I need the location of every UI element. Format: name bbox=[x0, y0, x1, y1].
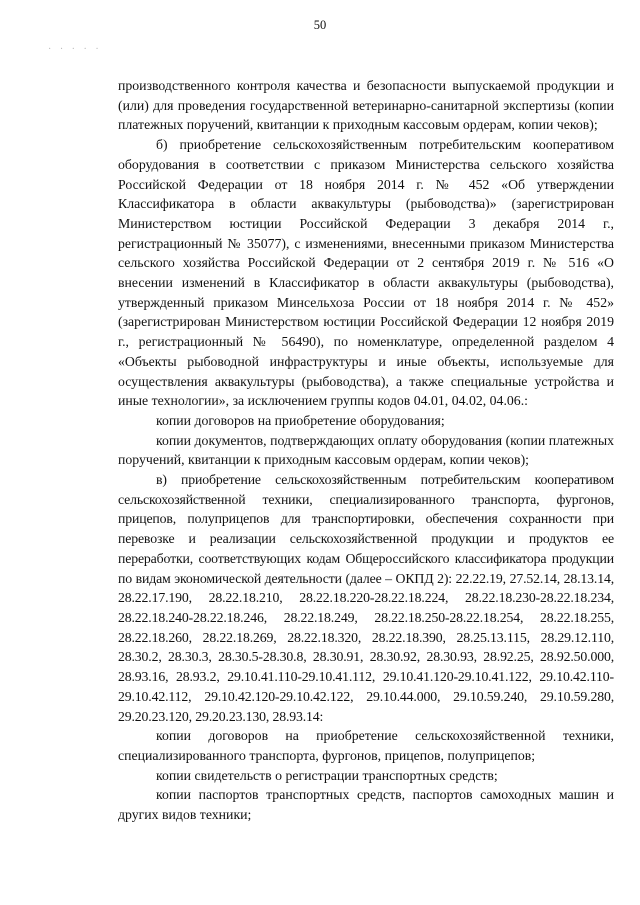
page-number: 50 bbox=[313, 18, 327, 32]
paragraph-equipment-payment: копии документов, подтверждающих оплату оборудования (копии платежных поручений, квитанции к приходным кассовым ордерам, копии чеков); bbox=[118, 432, 614, 468]
paragraph-item-v: в) приобретение сельскохозяйственным потребительским кооперативом сельскохозяйственной техники, специализированного транспорта, фургонов, прицепов, полуприцепов для транспортировки, обеспечения сохранности при перевозке и реализации сельскохозяйственной продукции и продуктов ее переработки, соответствующих кодам Общероссийского классификатора продукции по видам экономической деятельности (далее – ОКПД 2): 22.22.19, 27.52.14, 28.13.14, 28.22.17.190, 28.22.18.210, 28.22.18.220-28.22.18.224, 28.22.18.230-28.22.18.234, 28.22.18.240-28.22.18.246, 28.22.18.249, 28.22.18.250-28.22.18.254, 28.22.18.255, 28.22.18.260, 28.22.18.269, 28.22.18.320, 28.22.18.390, 28.25.13.115, 28.29.12.110, 28.30.2, 28.30.3, 28.30.5-28.30.8, 28.30.91, 28.30.92, 28.30.93, 28.92.25, 28.92.50.000, 28.93.16, 28.93.2, 29.10.41.110-29.10.41.112, 29.10.41.120-29.10.41.122, 29.10.42.110-29.10.42.112, 29.10.42.120-29.10.42.122, 29.10.44.000, 29.10.59.240, 29.10.59.280, 29.20.23.120, 29.20.23.130, 28.93.14: bbox=[118, 472, 614, 724]
scan-artifact: · · · · · bbox=[48, 44, 102, 55]
paragraph-machinery-contracts: копии договоров на приобретение сельскохозяйственной техники, специализированного транспорта, фургонов, прицепов, полуприцепов; bbox=[118, 728, 614, 763]
paragraph-vehicle-passports: копии паспортов транспортных средств, паспортов самоходных машин и других видов техники; bbox=[118, 787, 614, 823]
document-body bbox=[118, 76, 614, 825]
paragraph-registration-certificates: копии свидетельств о регистрации транспортных средств; bbox=[156, 767, 498, 783]
paragraph-continuation: производственного контроля качества и безопасности выпускаемой продукции и (или) для проведения государственной ветеринарно-санитарной экспертизы (копии платежных поручений, квитанции к приходным кассовым ордерам, копии чеков); bbox=[118, 78, 614, 133]
paragraph-item-b: б) приобретение сельскохозяйственным потребительским кооперативом оборудования в соответствии с приказом Министерства сельского хозяйства Российской Федерации от 18 ноября 2014 г. № 452 «Об утверждении Классификатора в области аквакультуры (рыбоводства)» (зарегистрирован Министерством юстиции Российской Федерации 3 декабря 2014 г., регистрационный № 35077), с изменениями, внесенными приказом Министерства сельского хозяйства Российской Федерации от 2 сентября 2019 г. № 516 «О внесении изменений в Классификатор в области аквакультуры (рыбоводства), утвержденный приказом Минсельхоза России от 18 ноября 2014 г. № 452» (зарегистрирован Министерством юстиции Российской Федерации 12 ноября 2019 г., регистрационный № 56490), по номенклатуре, определенной разделом 4 «Объекты рыбоводной инфраструктуры и иные объекты, используемые для осуществления аквакультуры (рыбоводства), а также специальные устройства и иные технологии», за исключением группы кодов 04.01, 04.02, 04.06.: bbox=[118, 137, 614, 409]
paragraph-equipment-contracts: копии договоров на приобретение оборудования; bbox=[156, 412, 445, 428]
